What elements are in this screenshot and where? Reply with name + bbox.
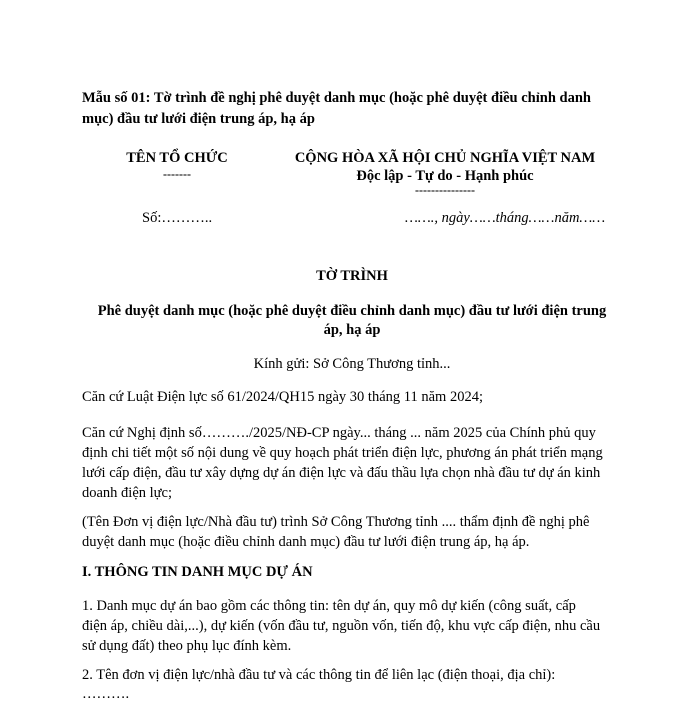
motto-divider: --------------- — [415, 183, 475, 197]
document-number: Số:……….. — [142, 210, 213, 226]
recipient: Kính gửi: Sở Công Thương tỉnh... — [253, 356, 451, 372]
legal-basis-law: Căn cứ Luật Điện lực số 61/2024/QH15 ngày 30 tháng 11 năm 2024; — [82, 389, 483, 405]
nation-name: CỘNG HÒA XÃ HỘI CHỦ NGHĨA VIỆT NAM — [294, 150, 596, 166]
legal-basis-decree-line4: doanh điện lực; — [82, 485, 173, 501]
item1-line3: sử dụng đất) theo phụ lục đính kèm. — [82, 638, 292, 654]
legal-basis-decree-line3: lưới cấp điện, đầu tư xây dựng dự án điện lực và đấu thầu lựa chọn nhà đầu tư dự án kinh — [82, 465, 601, 481]
motto: Độc lập - Tự do - Hạnh phúc — [356, 168, 534, 184]
legal-basis-decree-line2: định chi tiết một số nội dung về quy hoạch phát triển điện lực, phương án phát triển mạng — [82, 445, 603, 461]
item1-line1: 1. Danh mục dự án bao gồm các thông tin: tên dự án, quy mô dự kiến (công suất, cấp — [82, 598, 576, 614]
item2-line2: ………. — [82, 686, 130, 702]
section-heading-1: I. THÔNG TIN DANH MỤC DỰ ÁN — [82, 564, 313, 580]
document-heading: TỜ TRÌNH — [316, 268, 388, 284]
form-title-line2: mục) đầu tư lưới điện trung áp, hạ áp — [82, 111, 315, 127]
document-subtitle-line1: Phê duyệt danh mục (hoặc phê duyệt điều chỉnh danh mục) đầu tư lưới điện trung — [97, 303, 607, 319]
item1-line2: điện áp, chiều dài,...), dự kiến (vốn đầu tư, nguồn vốn, tiến độ, khu vực cấp điện, nhu cầu — [82, 618, 601, 634]
submission-line1: (Tên Đơn vị điện lực/Nhà đầu tư) trình Sở Công Thương tỉnh .... thẩm định đề nghị phê — [82, 514, 590, 530]
document-date: ……., ngày……tháng……năm…… — [405, 210, 606, 226]
form-title-line1: Mẫu số 01: Tờ trình đề nghị phê duyệt danh mục (hoặc phê duyệt điều chỉnh danh — [82, 90, 591, 106]
item2-line1: 2. Tên đơn vị điện lực/nhà đầu tư và các thông tin để liên lạc (điện thoại, địa chỉ): — [82, 667, 556, 683]
submission-line2: duyệt danh mục (hoặc điều chỉnh danh mục) đầu tư lưới điện trung áp, hạ áp. — [82, 534, 530, 550]
document-subtitle-line2: áp, hạ áp — [323, 322, 381, 338]
legal-basis-decree-line1: Căn cứ Nghị định số………./2025/NĐ-CP ngày... tháng ... năm 2025 của Chính phủ quy — [82, 425, 596, 441]
org-divider: ------- — [163, 167, 191, 181]
org-name: TÊN TỔ CHỨC — [126, 150, 228, 166]
